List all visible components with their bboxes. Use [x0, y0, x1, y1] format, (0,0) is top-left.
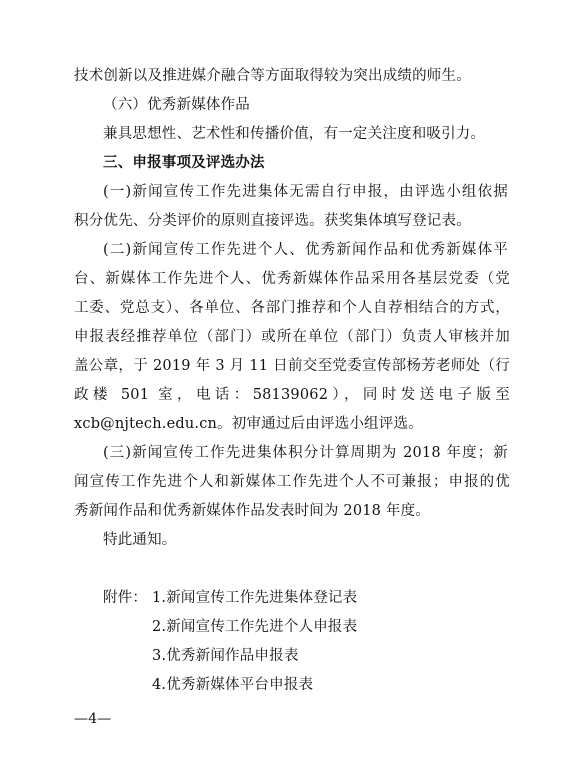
attachment-item-3: 3.优秀新闻作品申报表 [152, 648, 299, 664]
paragraph-1-line-2: 积分优先、分类评价的原则直接评选。获奖集体填写登记表。 [74, 213, 471, 229]
page-number: —4— [74, 711, 112, 727]
paragraph-3-line-1: (三)新闻宣传工作先进集体积分计算周期为 2018 年度；新 [103, 445, 508, 461]
attachment-label: 附件： [103, 590, 148, 606]
paragraph-3-line-2: 闻宣传工作先进个人和新媒体工作先进个人不可兼报；申报的优 [74, 474, 510, 490]
body-line-3: 兼具思想性、艺术性和传播价值，有一定关注度和吸引力。 [103, 126, 486, 142]
attachment-item-1: 1.新闻宣传工作先进集体登记表 [152, 590, 358, 606]
section-heading-3: 三、申报事项及评选办法 [103, 155, 265, 171]
body-line-1: 技术创新以及推进媒介融合等方面取得较为突出成绩的师生。 [74, 68, 471, 84]
closing-notice: 特此通知。 [103, 532, 177, 548]
paragraph-2-line-1: (二)新闻宣传工作先进个人、优秀新闻作品和优秀新媒体平 [103, 242, 508, 258]
paragraph-2-line-5: 盖公章，于 2019 年 3 月 11 日前交至党委宣传部杨芳老师处（行 [74, 358, 510, 374]
attachment-item-2: 2.新闻宣传工作先进个人申报表 [152, 619, 358, 635]
paragraph-2-line-4: 申报表经推荐单位（部门）或所在单位（部门）负责人审核并加 [74, 329, 510, 345]
paragraph-2-line-6: 政楼 501 室，电话：58139062），同时发送电子版至 [74, 387, 510, 403]
paragraph-2-line-2: 台、新媒体工作先进个人、优秀新媒体作品采用各基层党委（党 [74, 271, 510, 287]
paragraph-1-line-1: (一)新闻宣传工作先进集体无需自行申报，由评选小组依据 [103, 184, 508, 200]
paragraph-2-line-3: 工委、党总支）、各单位、各部门推荐和个人自荐相结合的方式， [74, 300, 510, 316]
attachment-item-4: 4.优秀新媒体平台申报表 [152, 677, 314, 693]
paragraph-3-line-3: 秀新闻作品和优秀新媒体作品发表时间为 2018 年度。 [74, 503, 431, 519]
paragraph-2-line-7: xcb@njtech.edu.cn。初审通过后由评选小组评选。 [74, 416, 423, 432]
subsection-heading-6: （六）优秀新媒体作品 [103, 97, 250, 113]
